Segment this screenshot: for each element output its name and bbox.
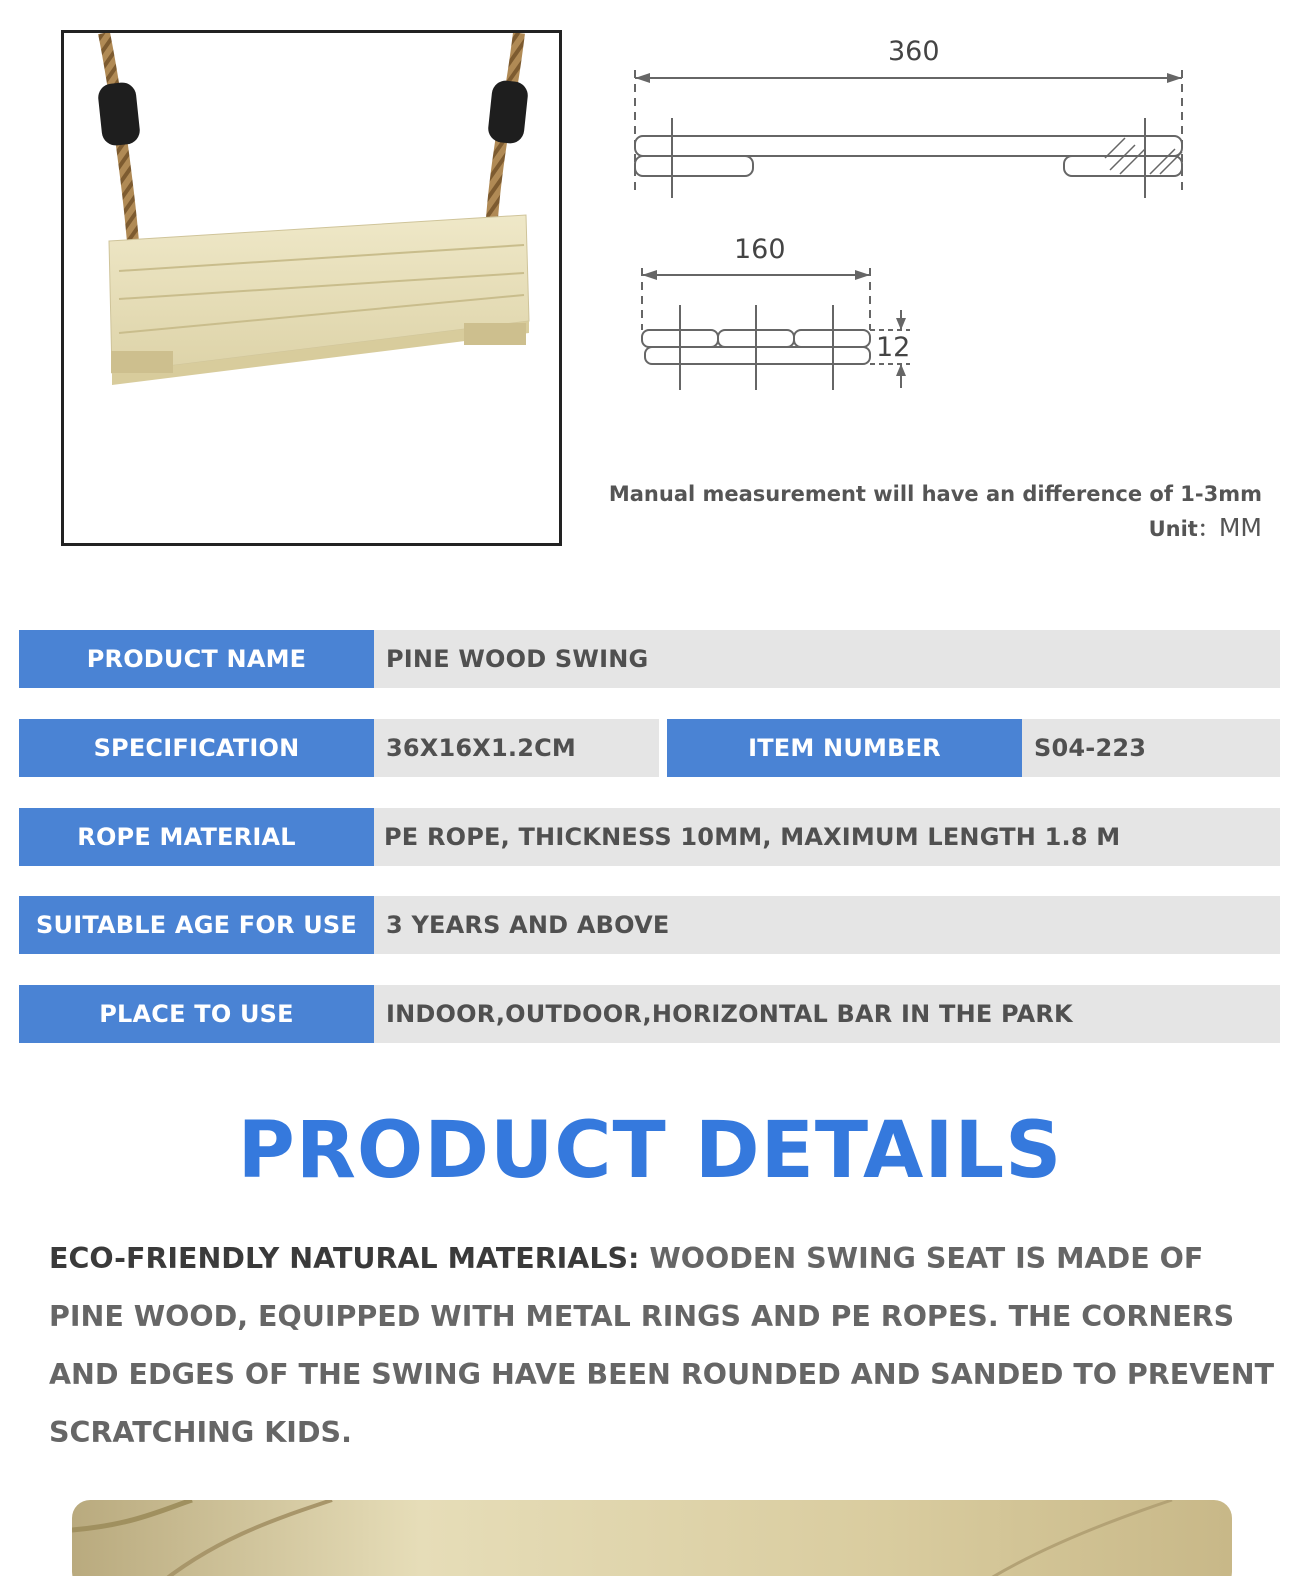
product-name-label: PRODUCT NAME xyxy=(19,630,374,688)
swing-illustration xyxy=(64,33,559,543)
specification-label: SPECIFICATION xyxy=(19,719,374,777)
unit-value: MM xyxy=(1218,513,1262,542)
spec-row-age xyxy=(19,896,1280,954)
specification-value: 36X16X1.2CM xyxy=(374,719,659,777)
item-number-label: ITEM NUMBER xyxy=(667,719,1022,777)
product-details-title: PRODUCT DETAILS xyxy=(237,1106,1063,1196)
details-lead: ECO-FRIENDLY NATURAL MATERIALS: xyxy=(49,1242,640,1275)
product-photo xyxy=(61,30,562,546)
details-paragraph xyxy=(49,1230,1279,1462)
age-value: 3 YEARS AND ABOVE xyxy=(374,896,1280,954)
spec-row-product-name xyxy=(19,630,1280,688)
width-dimension: 160 xyxy=(734,234,786,265)
rope-material-label: ROPE MATERIAL xyxy=(19,808,374,866)
unit-label: Unit： xyxy=(1148,517,1219,541)
length-dimension: 360 xyxy=(888,36,940,67)
measurement-note: Manual measurement will have an difference of 1-3mm xyxy=(608,482,1262,506)
details-body: WOODEN SWING SEAT IS MADE OF PINE WOOD, EQUIPPED WITH METAL RINGS AND PE ROPES. THE CORNERS AND EDGES OF THE SWING HAVE BEEN ROUNDED AND SANDED TO PREVENT SCRATCHING KIDS. xyxy=(49,1242,1275,1449)
item-number-value: S04-223 xyxy=(1022,719,1280,777)
left-block xyxy=(111,351,173,373)
spec-row-place xyxy=(19,985,1280,1043)
wood-closeup-photo xyxy=(72,1500,1232,1576)
dimension-drawing xyxy=(620,30,1220,410)
spec-row-specification xyxy=(19,719,1280,777)
right-rope-clamp xyxy=(487,79,529,144)
wood-grain-image xyxy=(72,1500,1232,1576)
age-label: SUITABLE AGE FOR USE xyxy=(19,896,374,954)
left-rope-clamp xyxy=(97,81,141,147)
right-block xyxy=(464,323,526,345)
place-label: PLACE TO USE xyxy=(19,985,374,1043)
spec-row-rope-material xyxy=(19,808,1280,866)
product-name-value: PINE WOOD SWING xyxy=(374,630,1280,688)
thickness-dimension: 12 xyxy=(876,332,911,363)
unit-note xyxy=(1149,513,1262,543)
place-value: INDOOR,OUTDOOR,HORIZONTAL BAR IN THE PARK xyxy=(374,985,1280,1043)
rope-material-value: PE ROPE, THICKNESS 10MM, MAXIMUM LENGTH 1.8 M xyxy=(374,808,1280,866)
